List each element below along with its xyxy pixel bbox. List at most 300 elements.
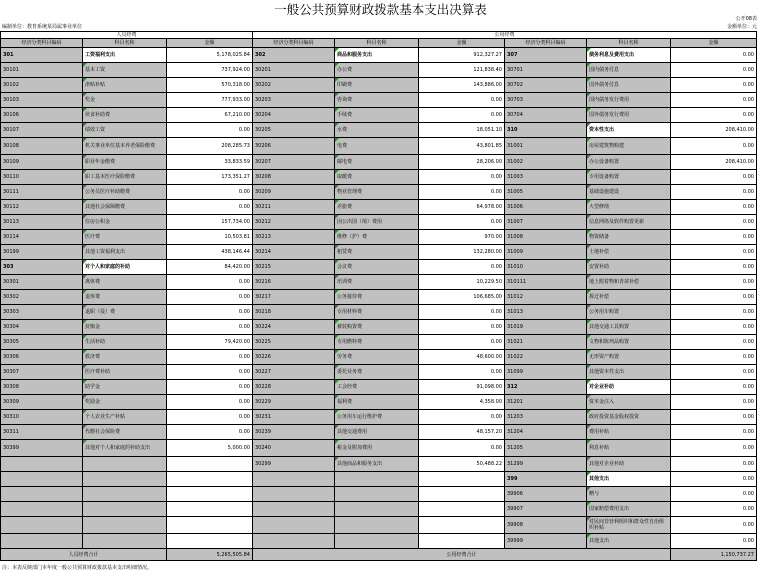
header-amount: 金额	[167, 39, 253, 48]
item-amount: 79,420.00	[167, 335, 253, 350]
table-row	[1, 63, 757, 78]
item-amount: 0.00	[167, 290, 253, 305]
econ-code: 30231	[253, 410, 335, 425]
econ-code: 30399	[1, 440, 83, 457]
econ-code: 30302	[1, 290, 83, 305]
item-amount: 67,210.00	[167, 108, 253, 123]
econ-code: 30212	[253, 215, 335, 230]
item-name: 其他资本性支出	[587, 365, 671, 380]
item-name: 办公设备购置	[587, 155, 671, 170]
econ-code: 30224	[253, 320, 335, 335]
econ-code: 30216	[253, 275, 335, 290]
item-amount: 0.00	[671, 230, 757, 245]
item-amount	[419, 534, 505, 549]
item-name: 利息补贴	[587, 440, 671, 457]
item-name: 伙食补助费	[83, 108, 167, 123]
item-amount	[419, 487, 505, 502]
econ-code: 30308	[1, 380, 83, 395]
table-row	[1, 200, 757, 215]
item-name	[83, 517, 167, 534]
item-amount	[419, 472, 505, 487]
item-name: 其他对个人和家庭的补助支出	[83, 440, 167, 457]
item-amount: 0.00	[419, 170, 505, 185]
econ-code: 30206	[253, 138, 335, 155]
item-name: 专用燃料费	[335, 335, 419, 350]
econ-code: 39999	[505, 534, 587, 549]
econ-code: 31005	[505, 185, 587, 200]
econ-code: 31003	[505, 170, 587, 185]
econ-code: 30225	[253, 335, 335, 350]
item-name: 其他交通工具购置	[587, 320, 671, 335]
item-amount: 0.00	[419, 305, 505, 320]
table-row	[1, 93, 757, 108]
item-name: 离休费	[83, 275, 167, 290]
item-amount: 0.00	[671, 48, 757, 63]
item-amount: 208,410.00	[671, 155, 757, 170]
item-name: 基础设施建设	[587, 185, 671, 200]
item-amount	[167, 517, 253, 534]
econ-code: 30113	[1, 215, 83, 230]
item-amount: 0.00	[671, 93, 757, 108]
econ-code: 30107	[1, 123, 83, 138]
item-name: 劳务费	[335, 350, 419, 365]
item-name: 政府投资基金股权投资	[587, 410, 671, 425]
item-name: 国家赔偿费用支出	[587, 502, 671, 517]
item-amount: 5,000.00	[167, 440, 253, 457]
item-amount: 0.00	[167, 185, 253, 200]
item-name: 商品和服务支出	[335, 48, 419, 63]
econ-code: 30102	[1, 78, 83, 93]
econ-code: 30213	[253, 230, 335, 245]
econ-code: 30310	[1, 410, 83, 425]
item-amount: 0.00	[167, 350, 253, 365]
item-amount: 0.00	[671, 335, 757, 350]
econ-code: 30207	[253, 155, 335, 170]
econ-code: 30108	[1, 138, 83, 155]
item-amount: 0.00	[671, 472, 757, 487]
item-amount	[167, 487, 253, 502]
item-amount: 48,600.00	[419, 350, 505, 365]
header-name: 科目名称	[83, 39, 167, 48]
item-name: 个人农业生产补贴	[83, 410, 167, 425]
item-name: 拆迁补偿	[587, 290, 671, 305]
econ-code: 30307	[1, 365, 83, 380]
item-name: 公务用车购置	[587, 305, 671, 320]
item-name: 对个人和家庭的补助	[83, 260, 167, 275]
item-amount: 0.00	[167, 305, 253, 320]
econ-code: 30217	[253, 290, 335, 305]
item-name: 奖励金	[83, 395, 167, 410]
item-amount: 10,503.81	[167, 230, 253, 245]
header-name: 科目名称	[335, 39, 419, 48]
econ-code: 30101	[1, 63, 83, 78]
item-amount: 0.00	[167, 123, 253, 138]
item-name: 其他社会保障缴费	[83, 200, 167, 215]
econ-code: 39908	[505, 517, 587, 534]
item-amount: 0.00	[671, 275, 757, 290]
item-amount: 157,734.00	[167, 215, 253, 230]
econ-code: 399	[505, 472, 587, 487]
item-name: 对民间非营利组织和群众性自治组织补贴	[587, 517, 671, 534]
econ-code: 31299	[505, 457, 587, 472]
table-row	[1, 123, 757, 138]
public-total-label: 公用经费合计	[253, 549, 671, 561]
section-personnel: 人员经费	[1, 32, 253, 39]
econ-code: 30229	[253, 395, 335, 410]
item-name: 职业年金缴费	[83, 155, 167, 170]
item-amount: 0.00	[419, 410, 505, 425]
item-name: 委托业务费	[335, 365, 419, 380]
item-name	[335, 487, 419, 502]
item-name	[83, 502, 167, 517]
item-amount: 0.00	[167, 275, 253, 290]
item-name: 培训费	[335, 275, 419, 290]
item-amount: 0.00	[671, 440, 757, 457]
item-name: 其他支出	[587, 472, 671, 487]
table-row	[1, 335, 757, 350]
item-name: 资本金注入	[587, 395, 671, 410]
econ-code: 30304	[1, 320, 83, 335]
econ-code: 30199	[1, 245, 83, 260]
table-row	[1, 78, 757, 93]
item-name: 专用材料费	[335, 305, 419, 320]
item-name: 专用设备购置	[587, 170, 671, 185]
table-row	[1, 380, 757, 395]
item-amount: 4,358.00	[419, 395, 505, 410]
item-name: 安置补助	[587, 260, 671, 275]
econ-code: 31205	[505, 440, 587, 457]
econ-code	[1, 457, 83, 472]
item-amount: 0.00	[419, 93, 505, 108]
item-name: 取暖费	[335, 170, 419, 185]
econ-code: 30239	[253, 425, 335, 440]
item-amount: 0.00	[671, 63, 757, 78]
item-name: 土地补偿	[587, 245, 671, 260]
table-row	[1, 155, 757, 170]
table-row	[1, 48, 757, 63]
item-amount: 0.00	[419, 365, 505, 380]
item-name: 因公出国（境）费用	[335, 215, 419, 230]
econ-code: 30305	[1, 335, 83, 350]
item-name: 会议费	[335, 260, 419, 275]
item-amount: 0.00	[419, 440, 505, 457]
econ-code	[253, 534, 335, 549]
econ-code: 310111	[505, 275, 587, 290]
item-amount: 737,924.00	[167, 63, 253, 78]
item-name: 国内债务付息	[587, 63, 671, 78]
item-amount: 970.00	[419, 230, 505, 245]
econ-code: 31008	[505, 230, 587, 245]
header-name: 科目名称	[587, 39, 671, 48]
item-name: 国内债务发行费用	[587, 93, 671, 108]
item-name: 差旅费	[335, 200, 419, 215]
item-name: 费用补贴	[587, 425, 671, 440]
table-row	[1, 245, 757, 260]
table-row	[1, 425, 757, 440]
item-name: 文物和陈列品购置	[587, 335, 671, 350]
econ-code: 30309	[1, 395, 83, 410]
item-name: 国外债务发行费用	[587, 108, 671, 123]
item-name: 其他交通费用	[335, 425, 419, 440]
item-name: 资本性支出	[587, 123, 671, 138]
item-amount: 0.00	[671, 502, 757, 517]
item-amount: 0.00	[671, 305, 757, 320]
header-amount: 金额	[419, 39, 505, 48]
item-name: 住房公积金	[83, 215, 167, 230]
econ-code	[253, 472, 335, 487]
item-name: 基本工资	[83, 63, 167, 78]
item-amount: 84,420.00	[167, 260, 253, 275]
item-name: 对企业补助	[587, 380, 671, 395]
item-name: 国外债务付息	[587, 78, 671, 93]
econ-code: 30311	[1, 425, 83, 440]
item-name: 邮电费	[335, 155, 419, 170]
item-name: 房屋建筑物购建	[587, 138, 671, 155]
econ-code: 31022	[505, 350, 587, 365]
econ-code: 30303	[1, 305, 83, 320]
item-amount: 0.00	[671, 245, 757, 260]
econ-code: 30227	[253, 365, 335, 380]
item-name: 水费	[335, 123, 419, 138]
item-amount: 777,933.00	[167, 93, 253, 108]
table-row	[1, 108, 757, 123]
item-name: 咨询费	[335, 93, 419, 108]
item-name	[335, 502, 419, 517]
item-amount: 48,157.20	[419, 425, 505, 440]
econ-code	[1, 517, 83, 534]
econ-code: 30109	[1, 155, 83, 170]
item-name	[335, 517, 419, 534]
table-row	[1, 275, 757, 290]
econ-code	[1, 502, 83, 517]
item-amount: 0.00	[671, 350, 757, 365]
item-name: 办公费	[335, 63, 419, 78]
item-name: 机关事业单位基本养老保险缴费	[83, 138, 167, 155]
item-amount: 0.00	[419, 185, 505, 200]
econ-code	[1, 534, 83, 549]
econ-code: 31099	[505, 365, 587, 380]
econ-code: 39907	[505, 502, 587, 517]
item-name: 生活补助	[83, 335, 167, 350]
table-row	[1, 472, 757, 487]
econ-code: 30299	[253, 457, 335, 472]
item-amount	[167, 502, 253, 517]
item-amount: 0.00	[671, 517, 757, 534]
item-amount: 208,285.73	[167, 138, 253, 155]
item-name: 公务接待费	[335, 290, 419, 305]
item-amount: 0.00	[167, 365, 253, 380]
item-name: 抚恤金	[83, 320, 167, 335]
personnel-total-label: 人员经费合计	[1, 549, 167, 561]
item-name: 大型修缮	[587, 200, 671, 215]
econ-code: 30203	[253, 93, 335, 108]
item-name: 维修（护）费	[335, 230, 419, 245]
item-amount: 570,318.00	[167, 78, 253, 93]
econ-code: 31201	[505, 395, 587, 410]
item-amount: 43,801.85	[419, 138, 505, 155]
econ-code	[253, 502, 335, 517]
item-amount: 10,229.50	[419, 275, 505, 290]
item-name	[335, 534, 419, 549]
item-amount: 0.00	[167, 200, 253, 215]
report-title: 一般公共预算财政拨款基本支出决算表	[274, 2, 487, 17]
item-name: 租赁费	[335, 245, 419, 260]
econ-code: 39906	[505, 487, 587, 502]
table-row	[1, 502, 757, 517]
table-row	[1, 185, 757, 200]
section-public: 公用经费	[253, 32, 757, 39]
econ-code: 30240	[253, 440, 335, 457]
item-amount	[167, 534, 253, 549]
item-name: 无形资产购置	[587, 350, 671, 365]
table-row	[1, 260, 757, 275]
item-amount: 28,206.00	[419, 155, 505, 170]
econ-code: 30226	[253, 350, 335, 365]
item-amount: 91,098.00	[419, 380, 505, 395]
item-name: 其他商品和服务支出	[335, 457, 419, 472]
econ-code: 30110	[1, 170, 83, 185]
econ-code: 31019	[505, 320, 587, 335]
item-name: 债务利息及费用支出	[587, 48, 671, 63]
econ-code: 30211	[253, 200, 335, 215]
item-name: 奖金	[83, 93, 167, 108]
item-name: 物业管理费	[335, 185, 419, 200]
econ-code: 30218	[253, 305, 335, 320]
table-row	[1, 457, 757, 472]
item-name: 地上附着物和青苗补偿	[587, 275, 671, 290]
form-number: 公开08表	[735, 16, 757, 22]
econ-code: 30112	[1, 200, 83, 215]
item-amount: 0.00	[671, 457, 757, 472]
item-amount: 0.00	[167, 395, 253, 410]
item-amount: 0.00	[671, 108, 757, 123]
item-name: 电费	[335, 138, 419, 155]
item-name	[335, 472, 419, 487]
econ-code: 301	[1, 48, 83, 63]
table-row	[1, 395, 757, 410]
item-amount: 0.00	[167, 425, 253, 440]
item-name: 其他对企业补助	[587, 457, 671, 472]
item-name	[83, 534, 167, 549]
header-code: 经济分类科目编码	[253, 39, 335, 48]
econ-code: 30103	[1, 93, 83, 108]
item-name: 代缴社会保险费	[83, 425, 167, 440]
personnel-total-amount: 5,265,505.84	[167, 549, 253, 561]
item-amount	[167, 457, 253, 472]
item-amount: 0.00	[671, 320, 757, 335]
item-amount: 0.00	[671, 380, 757, 395]
public-total-amount: 1,150,737.27	[671, 549, 757, 561]
item-amount: 18,051.10	[419, 123, 505, 138]
item-amount: 173,351.27	[167, 170, 253, 185]
econ-code: 30202	[253, 78, 335, 93]
item-amount: 50,488.22	[419, 457, 505, 472]
item-name: 信息网络及软件购置更新	[587, 215, 671, 230]
item-name: 绩效工资	[83, 123, 167, 138]
item-name: 其他支出	[587, 534, 671, 549]
table-row	[1, 215, 757, 230]
econ-code: 303	[1, 260, 83, 275]
item-amount: 0.00	[167, 410, 253, 425]
econ-code	[253, 517, 335, 534]
item-amount	[419, 517, 505, 534]
table-row	[1, 305, 757, 320]
item-name: 职工基本医疗保险缴费	[83, 170, 167, 185]
item-name: 税金及附加费用	[335, 440, 419, 457]
item-name	[83, 487, 167, 502]
item-amount: 143,886.00	[419, 78, 505, 93]
item-name: 福利费	[335, 395, 419, 410]
item-amount: 0.00	[671, 290, 757, 305]
item-name	[83, 472, 167, 487]
table-row	[1, 230, 757, 245]
econ-code: 30215	[253, 260, 335, 275]
table-row	[1, 440, 757, 457]
item-name: 退职（役）费	[83, 305, 167, 320]
item-name: 其他工资福利支出	[83, 245, 167, 260]
econ-code: 30301	[1, 275, 83, 290]
amount-unit: 金额单位：元	[726, 24, 757, 30]
item-name: 救济费	[83, 350, 167, 365]
item-amount: 0.00	[671, 200, 757, 215]
table-row	[1, 365, 757, 380]
econ-code: 312	[505, 380, 587, 395]
item-name	[83, 457, 167, 472]
item-name: 印刷费	[335, 78, 419, 93]
econ-code: 31203	[505, 410, 587, 425]
econ-code: 30111	[1, 185, 83, 200]
unit-line: 编制单位：教育系统某局属事业单位	[2, 24, 83, 30]
econ-code: 30201	[253, 63, 335, 78]
item-amount: 0.00	[671, 260, 757, 275]
econ-code: 31006	[505, 200, 587, 215]
item-amount: 0.00	[671, 78, 757, 93]
item-name: 医疗费	[83, 230, 167, 245]
econ-code: 302	[253, 48, 335, 63]
item-amount: 33,833.59	[167, 155, 253, 170]
item-name: 物资储备	[587, 230, 671, 245]
econ-code: 30106	[1, 108, 83, 123]
item-amount: 64,978.00	[419, 200, 505, 215]
item-amount: 208,410.00	[671, 123, 757, 138]
item-name: 公务用车运行维护费	[335, 410, 419, 425]
header-code: 经济分类科目编码	[1, 39, 83, 48]
item-amount: 0.00	[419, 260, 505, 275]
item-amount: 0.00	[671, 487, 757, 502]
econ-code: 31021	[505, 335, 587, 350]
econ-code: 30204	[253, 108, 335, 123]
table-row	[1, 290, 757, 305]
header-code: 经济分类科目编码	[505, 39, 587, 48]
table-row	[1, 410, 757, 425]
item-amount: 0.00	[671, 215, 757, 230]
item-amount: 132,280.00	[419, 245, 505, 260]
item-amount: 0.00	[671, 410, 757, 425]
econ-code: 30214	[253, 245, 335, 260]
econ-code: 30228	[253, 380, 335, 395]
econ-code: 310	[505, 123, 587, 138]
item-amount: 5,178,025.84	[167, 48, 253, 63]
econ-code: 31007	[505, 215, 587, 230]
econ-code: 31001	[505, 138, 587, 155]
item-amount: 0.00	[419, 215, 505, 230]
econ-code	[1, 487, 83, 502]
item-amount: 0.00	[671, 138, 757, 155]
item-amount: 0.00	[419, 108, 505, 123]
item-name: 医疗费补助	[83, 365, 167, 380]
item-name: 工会经费	[335, 380, 419, 395]
econ-code: 30704	[505, 108, 587, 123]
